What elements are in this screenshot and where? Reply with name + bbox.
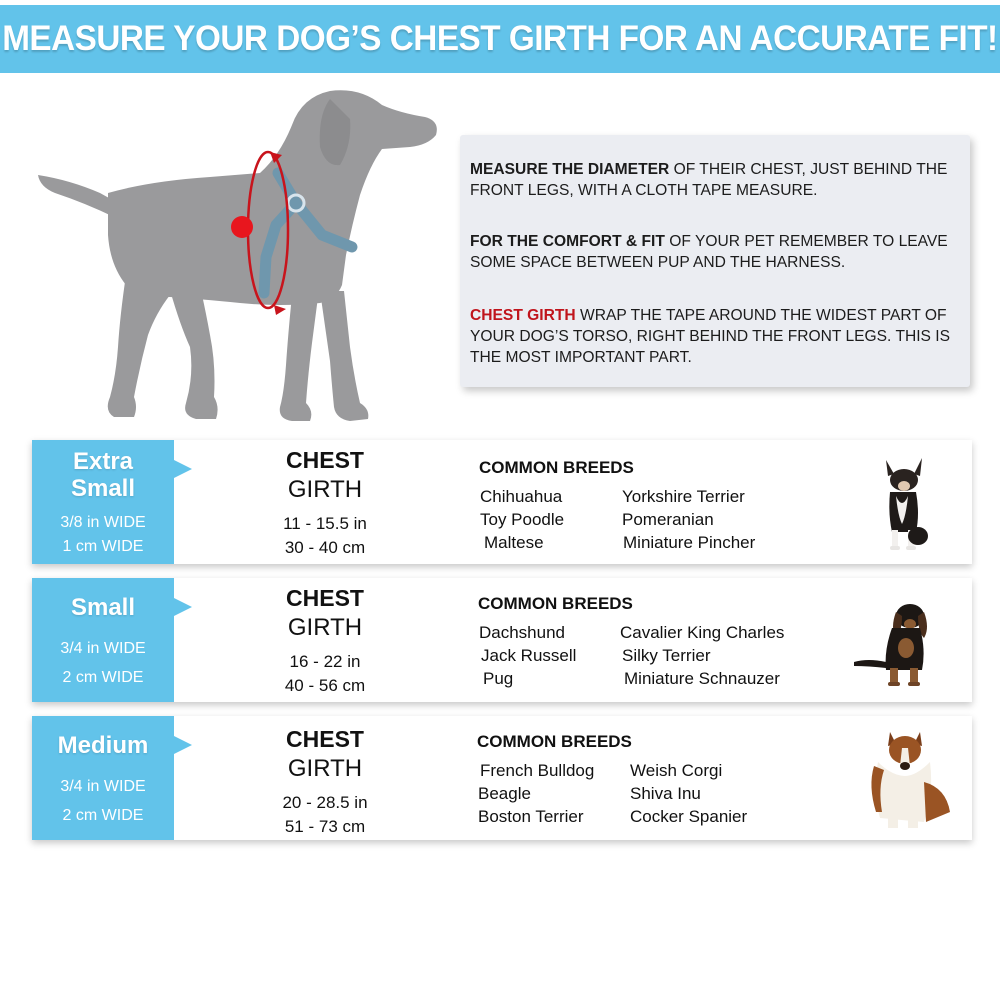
header-banner: [0, 5, 1000, 73]
instruction-chest-girth: [470, 305, 960, 368]
chest-girth: [260, 724, 390, 839]
instructions-panel: [460, 135, 970, 387]
breed-item: Pug: [483, 669, 514, 688]
girth-label: CHEST: [286, 585, 364, 611]
instruction-measure-diameter: [470, 159, 960, 201]
instruction-comfort-fit: [470, 231, 960, 273]
breed-item: Miniature Pincher: [623, 533, 756, 552]
girth-range-cm: 51 - 73 cm: [284, 817, 366, 836]
girth-label: CHEST: [286, 726, 364, 752]
strap-width-in: 3/8 in WIDE: [60, 514, 146, 531]
strap-width-in: 3/4 in WIDE: [60, 640, 146, 657]
breed-item: Boston Terrier: [478, 807, 584, 826]
breed-item: Cavalier King Charles: [620, 623, 785, 642]
breed-item: Cocker Spanier: [630, 807, 748, 826]
size-name: Small: [70, 475, 136, 502]
breeds-title: COMMON BREEDS: [478, 594, 633, 613]
chest-girth: [260, 583, 390, 698]
strap-width-in: 3/4 in WIDE: [60, 778, 146, 795]
breed-item: Weish Corgi: [630, 761, 723, 780]
girth-label: GIRTH: [287, 614, 363, 641]
strap-width-cm: 2 cm WIDE: [62, 807, 144, 824]
instruction-lead: MEASURE THE DIAMETER: [470, 161, 670, 178]
breed-item: Beagle: [478, 784, 531, 803]
girth-range-cm: 30 - 40 cm: [284, 538, 366, 557]
size-tag: [32, 716, 174, 840]
breed-item: Pomeranian: [622, 510, 714, 529]
size-name: Medium: [57, 732, 149, 759]
instruction-lead-highlight: CHEST GIRTH: [470, 307, 576, 324]
girth-range-in: 20 - 28.5 in: [282, 793, 368, 812]
instruction-lead: FOR THE COMFORT & FIT: [470, 233, 665, 250]
size-tag: [32, 578, 174, 702]
collie-icon: [864, 722, 954, 832]
girth-range-in: 16 - 22 in: [289, 652, 361, 671]
instruction-text: OF THEIR CHEST, JUST BEHIND THE FRONT LEGS, WITH A CLOTH TAPE MEASURE.: [470, 161, 948, 199]
strap-width-cm: 1 cm WIDE: [62, 538, 144, 555]
chihuahua-icon: [872, 454, 938, 554]
breed-item: Shiva Inu: [630, 784, 701, 803]
girth-label: GIRTH: [287, 755, 363, 782]
breed-item: French Bulldog: [480, 761, 595, 780]
girth-label: CHEST: [286, 447, 364, 473]
size-name: Extra: [72, 448, 134, 475]
instruction-text: OF YOUR PET REMEMBER TO LEAVE SOME SPACE BETWEEN PUP AND THE HARNESS.: [470, 233, 948, 271]
strap-width-cm: 2 cm WIDE: [62, 669, 144, 686]
size-name: Small: [70, 594, 136, 621]
girth-label: GIRTH: [287, 476, 363, 503]
girth-range-in: 11 - 15.5 in: [283, 514, 367, 533]
dachshund-icon: [846, 598, 942, 690]
girth-range-cm: 40 - 56 cm: [284, 676, 366, 695]
breed-item: Toy Poodle: [480, 510, 565, 529]
dog-silhouette-icon: [30, 85, 450, 430]
instruction-text: WRAP THE TAPE AROUND THE WIDEST PART OF YOUR DOG’S TORSO, RIGHT BEHIND THE FRONT LEGS. THIS IS THE MOST IMPORTANT PART.: [470, 307, 951, 366]
breed-item: Jack Russell: [481, 646, 577, 665]
breed-item: Silky Terrier: [622, 646, 711, 665]
breed-item: Miniature Schnauzer: [624, 669, 780, 688]
page-title: MEASURE YOUR DOG’S CHEST GIRTH FOR AN ACCURATE FIT!: [2, 19, 998, 58]
size-row-small: [32, 578, 972, 702]
breed-item: Dachshund: [479, 623, 566, 642]
breeds-title: COMMON BREEDS: [477, 732, 632, 751]
breed-item: Chihuahua: [480, 487, 563, 506]
size-tag: [32, 440, 174, 564]
size-row-medium: [32, 716, 972, 840]
chest-girth: [260, 445, 390, 560]
breed-item: Yorkshire Terrier: [622, 487, 745, 506]
size-row-extra-small: [32, 440, 972, 564]
breed-item: Maltese: [484, 533, 544, 552]
breeds-title: COMMON BREEDS: [479, 458, 634, 477]
